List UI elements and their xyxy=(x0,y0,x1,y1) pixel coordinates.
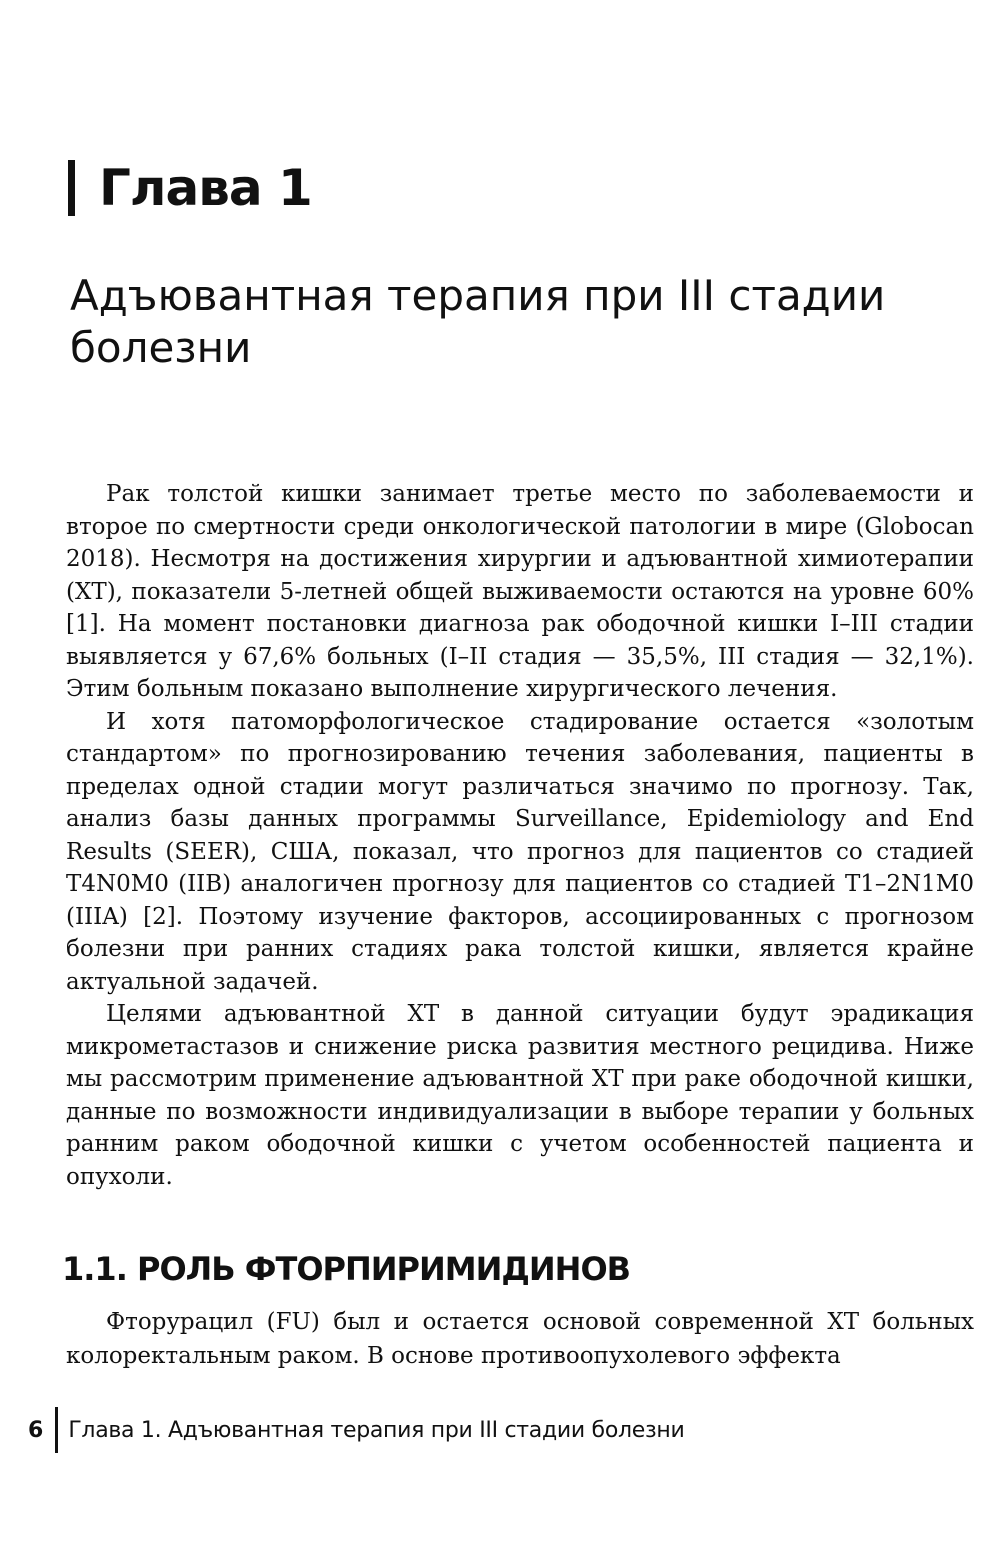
chapter-title: Адъювантная терапия при III стадии болезни xyxy=(70,271,886,372)
section-heading: 1.1. РОЛЬ ФТОРПИРИМИДИНОВ xyxy=(62,1250,631,1288)
paragraph: И хотя патоморфологическое стадирование остается «золотым стандартом» по прогнозированию течения заболевания, пациенты в пределах одной стадии могут различаться значимо по прогнозу. Так, анализ базы данных программы Surveillance, Epidemiology and End Results (SEER), США, показал, что прогноз для пациентов со стадией T4N0M0 (IIB) аналогичен прогнозу для пациентов со стадией T1–2N1M0 (IIIA) [2]. Поэтому изучение факторов, ассоциированных с прогнозом болезни при ранних стадиях рака толстой кишки, является крайне актуальной задачей. xyxy=(66,708,974,995)
footer-divider xyxy=(55,1407,58,1453)
chapter-heading xyxy=(68,160,312,216)
section-body xyxy=(66,1305,974,1373)
running-title: Глава 1. Адъювантная терапия при III стадии болезни xyxy=(68,1417,685,1443)
page-footer xyxy=(28,1407,684,1453)
chapter-bar-decoration xyxy=(68,160,75,216)
paragraph: Рак толстой кишки занимает третье место по заболеваемости и второе по смертности среди онкологической патологии в мире (Globocan 2018). Несмотря на достижения хирургии и адъювантной химиотерапии (ХТ), показатели 5-летней общей выживаемости остаются на уровне 60% [1]. На момент постановки диагноза рак ободочной кишки I–III стадии выявляется у 67,6% больных (I–II стадия — 35,5%, III стадия — 32,1%). Этим больным показано выполнение хирургического лечения. xyxy=(66,481,974,702)
page-number: 6 xyxy=(28,1417,44,1443)
chapter-body xyxy=(66,478,974,1193)
chapter-label: Глава 1 xyxy=(99,159,312,217)
paragraph: Целями адъювантной ХТ в данной ситуации будут эрадикация микрометастазов и снижение риска развития местного рецидива. Ниже мы рассмотрим применение адъювантной ХТ при раке ободочной кишки, данные по возможности индивидуализации в выборе терапии у больных ранним раком ободочной кишки с учетом особенностей пациента и опухоли. xyxy=(66,1001,974,1190)
paragraph: Фторурацил (FU) был и остается основой современной ХТ больных колоректальным раком. В основе противоопухолевого эффекта xyxy=(66,1309,974,1369)
